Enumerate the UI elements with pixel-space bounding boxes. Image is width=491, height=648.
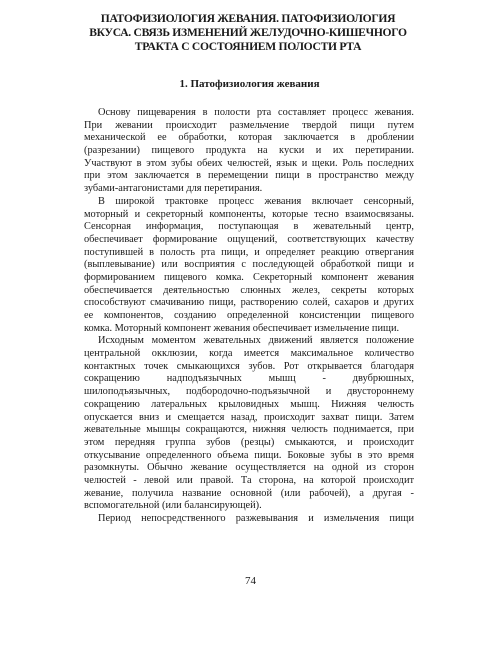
- text-line: Период непосредственного разжевывания и измельчения пищи: [98, 513, 414, 524]
- text-line: формированием пищевого комка. Секреторный компонент жевания: [84, 271, 414, 283]
- text-line: поступившей в полость рта пищи, и определяет реакцию отвергания: [84, 246, 414, 258]
- page-number: 74: [245, 575, 256, 587]
- text-line: механической ее обработки, которая заключается в дроблении: [84, 132, 414, 144]
- text-line: моторный и секреторный компоненты, которые тесно взаимосвязаны.: [84, 208, 414, 220]
- paragraph: [84, 107, 414, 196]
- text-line: откусывание определенного объема пищи. Боковые зубы в это время: [84, 449, 414, 461]
- text-line: обеспечивает формирование ощущений, соответствующих качеству: [84, 233, 414, 245]
- paragraph: [84, 513, 414, 526]
- text-line: при этом заключается в перемещении пищи в пространство между: [84, 170, 414, 182]
- text-line: контактных точек смыкающихся зубов. Рот открывается благодаря: [84, 360, 414, 372]
- text-line: этом передняя группа зубов (резцы) смыкаются, и происходит: [84, 436, 414, 448]
- text-line: зубами-антагонистами для перетирания.: [84, 183, 263, 195]
- text-line: В широкой трактовке процесс жевания включает сенсорный,: [98, 195, 414, 207]
- text-line: ее компонентов, созданию определенной консистенции пищевого: [84, 310, 414, 321]
- section-title: 1. Патофизиология жевания: [179, 78, 320, 90]
- text-line: Основу пищеварения в полости рта составляет процесс жевания.: [98, 107, 414, 118]
- text-line: вспомогательной (или балансирующей).: [84, 500, 262, 512]
- paragraph: [84, 196, 414, 336]
- text-line: Исходным моментом жевательных движений является положение: [98, 335, 414, 347]
- text-line: жевание, получила название основной (или рабочей), а другая -: [84, 487, 414, 499]
- chapter-title-line: ПАТОФИЗИОЛОГИЯ ЖЕВАНИЯ. ПАТОФИЗИОЛОГИЯ: [100, 12, 396, 25]
- text-line: сокращению латеральных крыловидных мышц. Нижняя челюсть: [84, 398, 414, 410]
- text-line: При жевании происходит размельчение твердой пищи путем: [84, 119, 414, 131]
- text-line: способствуют смачиванию пищи, растворению солей, сахаров и других: [84, 297, 414, 309]
- body-text: [84, 107, 414, 526]
- text-line: комка. Моторный компонент жевания обеспечивает измельчение пищи.: [84, 322, 400, 334]
- chapter-title-line: ВКУСА. СВЯЗЬ ИЗМЕНЕНИЙ ЖЕЛУДОЧНО-КИШЕЧНОГО: [89, 26, 407, 39]
- text-line: шилоподъязычных, подбородочно-подъязычной и двустороннему: [84, 386, 414, 398]
- text-line: обеспечивается деятельностью слюнных желез, секреты которых: [84, 284, 414, 296]
- text-line: опускается вниз и смещается назад, происходит захват пищи. Затем: [84, 411, 414, 423]
- text-line: (разрезании) пищевого продукта на куски и их перетирании.: [84, 145, 414, 157]
- text-line: челюстей - левой или правой. Та сторона, на которой происходит: [84, 474, 414, 486]
- chapter-title-line: ТРАКТА С СОСТОЯНИЕМ ПОЛОСТИ РТА: [134, 40, 362, 53]
- text-line: (выплевывание) или восприятия с последующей обработкой пищи и: [84, 259, 414, 271]
- text-line: Участвуют в этом зубы обеих челюстей, язык и щеки. Роль последних: [84, 157, 414, 169]
- text-line: разомкнуты. Обычно жевание осуществляется на одной из сторон: [84, 462, 414, 474]
- text-line: жевательные мышцы сокращаются, нижняя челюсть поднимается, при: [84, 424, 414, 436]
- text-line: Сенсорная информация, поступающая в жевательный центр,: [84, 221, 414, 233]
- text-line: сокращению надподъязычных мышц - двубрюшных,: [84, 373, 414, 385]
- paragraph: [84, 335, 414, 513]
- text-line: центральной окклюзии, когда имеется максимальное количество: [84, 348, 414, 360]
- chapter-title: [68, 12, 428, 54]
